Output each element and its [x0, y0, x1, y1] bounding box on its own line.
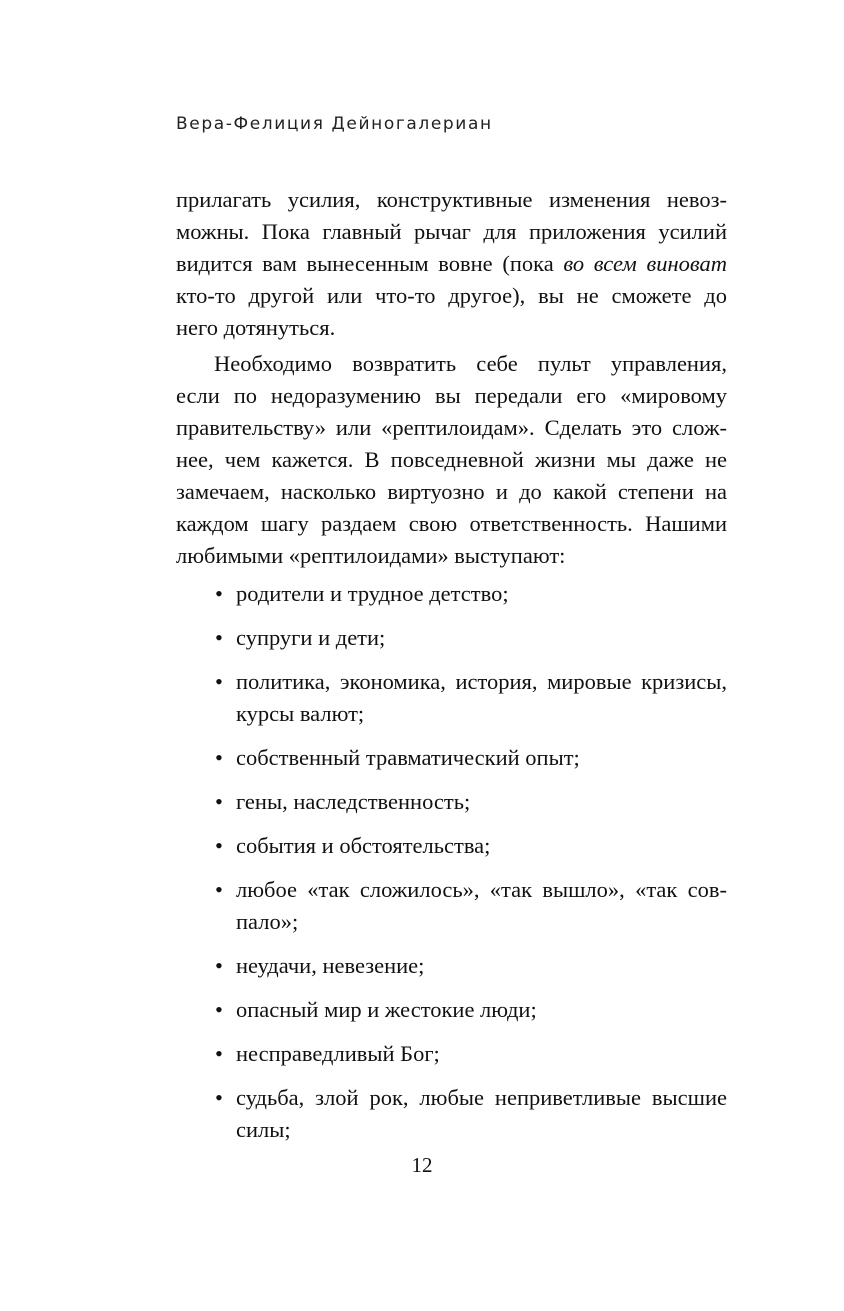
list-item	[176, 874, 727, 938]
list-item-text: супруги и дети;	[236, 625, 386, 650]
list-item-text-continued: курсы валют;	[236, 701, 365, 726]
bullet-icon: •	[215, 745, 223, 770]
paragraph-1-line-4: кто-то другой или что-то другое), вы не сможете до	[176, 283, 727, 308]
paragraph-1-line-2: можны. Пока главный рычаг для приложения усилий	[176, 219, 727, 244]
paragraph-2-line-3: правительству» или «рептилоидам». Сделать это слож-	[176, 415, 727, 440]
paragraph-2-line-2: если по недоразумению вы передали его «мировому	[176, 383, 727, 408]
list-item	[176, 994, 727, 1026]
running-head: Вера-Фелиция Дейногалериан	[176, 114, 493, 134]
list-item	[176, 786, 727, 818]
reptiloid-list	[176, 578, 727, 1158]
list-item-text: опасный мир и жестокие люди;	[236, 997, 537, 1022]
paragraph-1-line-5: него дотянуться.	[176, 315, 336, 340]
paragraph-2-line-4: нее, чем кажется. В повседневной жизни мы даже не	[176, 447, 727, 472]
list-item	[176, 830, 727, 862]
list-item	[176, 622, 727, 654]
list-item-text: неудачи, невезение;	[236, 953, 425, 978]
list-item-text: судьба, злой рок, любые неприветливые высшие	[236, 1085, 727, 1110]
list-item-text: собственный травматический опыт;	[236, 745, 580, 770]
paragraph-1	[176, 184, 727, 344]
list-item-text: политика, экономика, история, мировые кризисы,	[236, 669, 727, 694]
paragraph-2-line-5: замечаем, насколько виртуозно и до какой степени на	[176, 479, 727, 504]
bullet-icon: •	[215, 669, 223, 694]
bullet-icon: •	[215, 789, 223, 814]
list-item-text-continued: пало»;	[236, 909, 299, 934]
list-item	[176, 1038, 727, 1070]
paragraph-1-line-1: прилагать усилия, конструктивные изменения невоз-	[176, 187, 727, 212]
bullet-icon: •	[215, 1041, 223, 1066]
list-item	[176, 950, 727, 982]
paragraph-1-line-3	[176, 248, 727, 280]
list-item	[176, 578, 727, 610]
bullet-icon: •	[215, 581, 223, 606]
paragraph-2-line-7: любимыми «рептилоидами» выступают:	[176, 543, 566, 568]
list-item-text-continued: силы;	[236, 1117, 291, 1142]
paragraph-2-line-1: Необходимо возвратить себе пульт управления,	[214, 351, 727, 376]
list-item-text: любое «так сложилось», «так вышло», «так сов-	[236, 877, 727, 902]
bullet-icon: •	[215, 877, 223, 902]
bullet-icon: •	[215, 997, 223, 1022]
paragraph-1-line-3-italic: во всем виноват	[563, 251, 727, 276]
page-number: 12	[411, 1153, 433, 1177]
bullet-icon: •	[215, 833, 223, 858]
bullet-icon: •	[215, 1085, 223, 1110]
paragraph-2	[176, 348, 727, 572]
list-item	[176, 742, 727, 774]
list-item-text: родители и трудное детство;	[236, 581, 509, 606]
list-item	[176, 666, 727, 730]
bullet-icon: •	[215, 953, 223, 978]
paragraph-2-line-6: каждом шагу раздаем свою ответственность. Нашими	[176, 511, 727, 536]
list-item-text: несправедливый Бог;	[236, 1041, 440, 1066]
list-item-text: гены, наследственность;	[236, 789, 471, 814]
paragraph-1-line-3-start: видится вам вынесенным вовне (пока	[176, 251, 564, 276]
list-item-text: события и обстоятельства;	[236, 833, 491, 858]
bullet-icon: •	[215, 625, 223, 650]
list-item	[176, 1082, 727, 1146]
